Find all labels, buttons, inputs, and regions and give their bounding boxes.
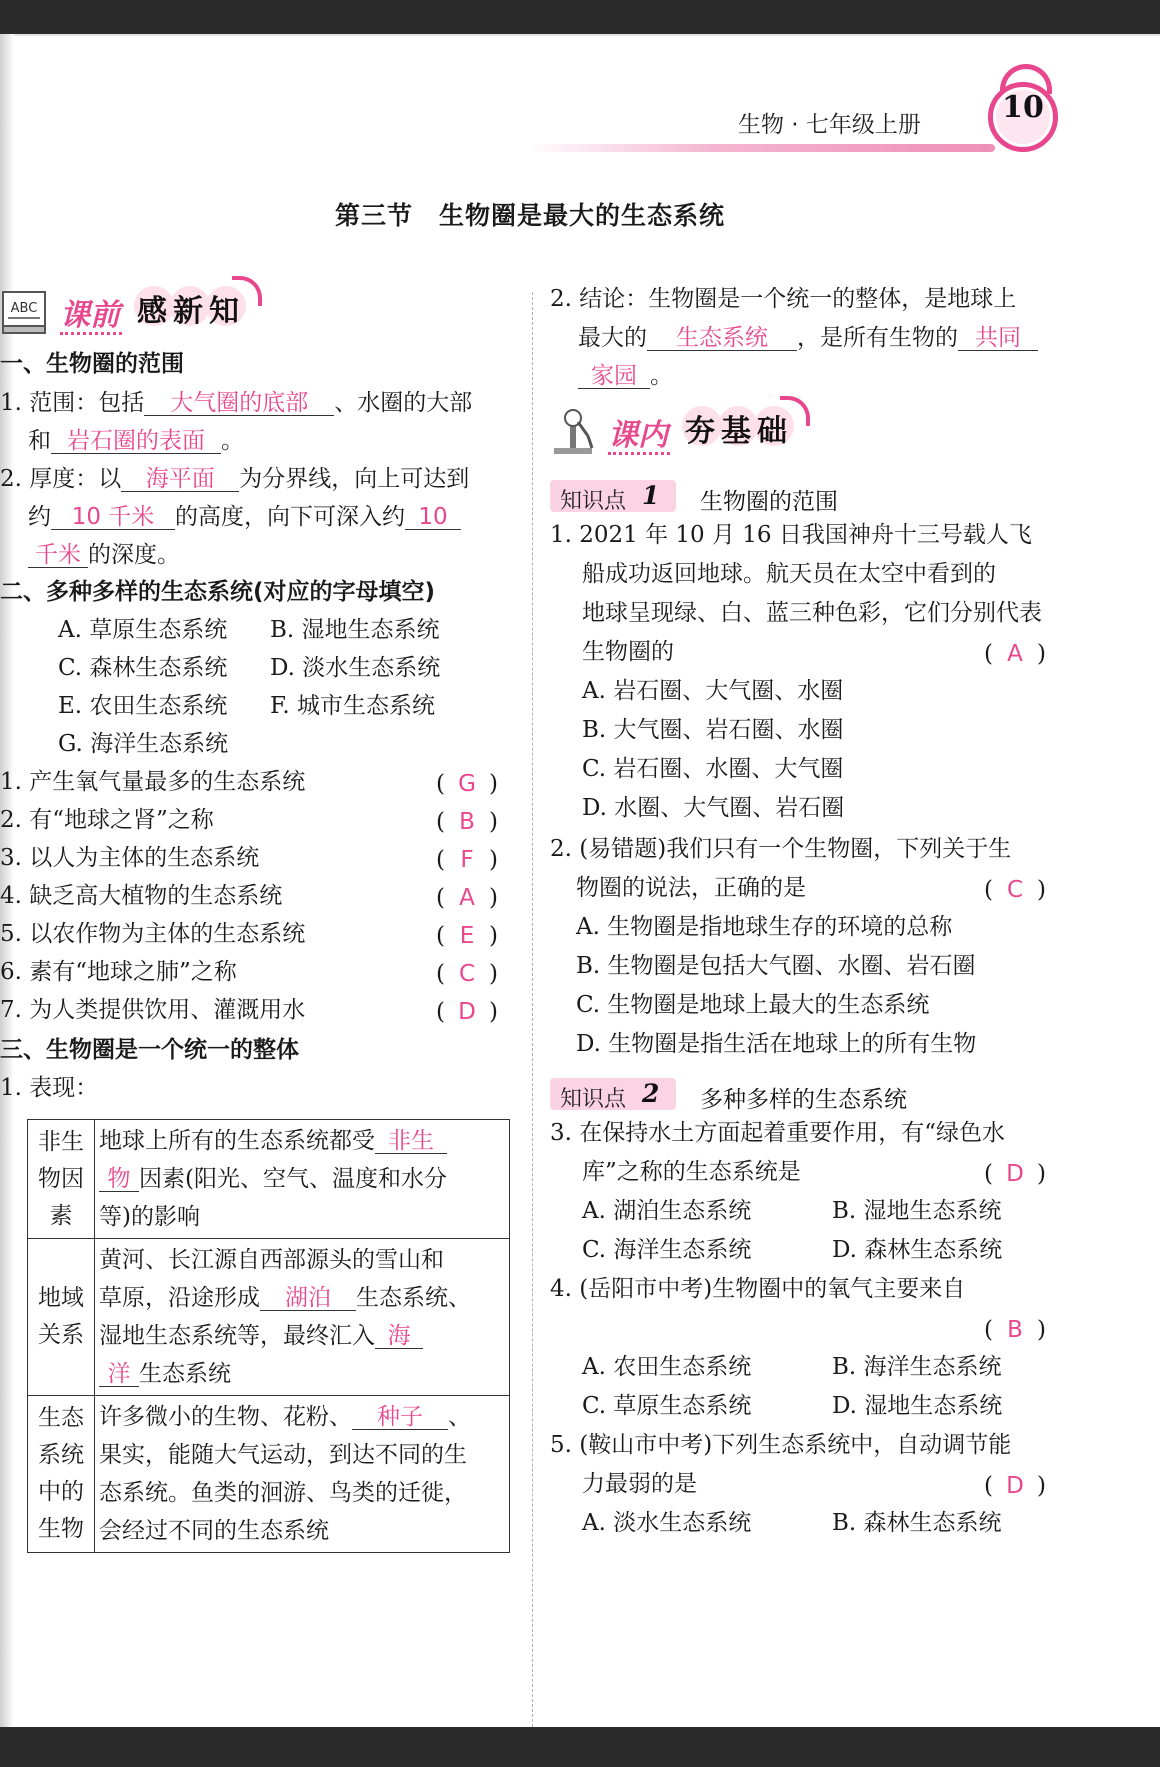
answer-blank: 种子 (352, 1405, 448, 1430)
answer-letter: C (458, 961, 476, 987)
banner-pre-word1: 课前 (60, 298, 120, 333)
q2-option-b: B. 生物圈是包括大气圈、水圈、岩石圈 (576, 953, 976, 979)
q5-line-2: 力最弱的是 (582, 1471, 697, 1497)
text (99, 1122, 505, 1160)
text: 生态 (38, 1405, 84, 1431)
svg-text:ABC: ABC (10, 301, 38, 316)
text (99, 1160, 505, 1198)
q2-option-a: A. 生物圈是指地球生存的环境的总称 (576, 914, 953, 940)
text: 系统 (38, 1442, 84, 1468)
question-item: 4. 缺乏高大植物的生态系统 (0, 883, 283, 909)
header-ribbon (525, 144, 995, 152)
option-e: E. 农田生态系统 (58, 693, 228, 719)
table-row (28, 1120, 510, 1239)
text: 地域 (38, 1285, 84, 1311)
text: 。 (650, 363, 673, 389)
option-c: C. 森林生态系统 (58, 655, 228, 681)
q4-option-b: B. 海洋生态系统 (832, 1354, 1002, 1380)
answer-blank: 非生 (375, 1129, 447, 1154)
row-header-region (28, 1239, 95, 1396)
answer-letter: D (1006, 1161, 1024, 1187)
text: 会经过不同的生态系统 (99, 1518, 329, 1544)
banner-in-dots (608, 452, 670, 459)
text: 的深度。 (88, 542, 180, 568)
option-b: B. 湿地生态系统 (270, 617, 440, 643)
question-item: 6. 素有“地球之肺”之称 (0, 959, 237, 985)
table-row (28, 1239, 510, 1396)
text: 素 (49, 1202, 73, 1229)
heading-ecosystems: 二、多种多样的生态系统(对应的字母填空) (0, 579, 436, 605)
kp-title: 生物圈的范围 (700, 489, 838, 515)
q4-option-d: D. 湿地生态系统 (832, 1393, 1003, 1419)
banner-swoosh (780, 396, 810, 426)
section-title: 第三节 生物圈是最大的生态系统 (334, 201, 725, 230)
question-item: 1. 产生氧气量最多的生态系统 (0, 769, 306, 795)
answer-letter: D (1006, 1473, 1024, 1499)
q4-option-c: C. 草原生态系统 (582, 1393, 752, 1419)
answer-paren: ( D ) (984, 1473, 1046, 1499)
text: 许多微小的生物、花粉、 (99, 1404, 352, 1430)
answer-paren: ( B ) (984, 1317, 1046, 1343)
text (99, 1398, 505, 1436)
text: 、水圈的大部 (334, 390, 473, 416)
text: 。 (221, 428, 244, 454)
q5-option-a: A. 淡水生态系统 (582, 1510, 752, 1536)
q1-line-4: 生物圈的 (582, 639, 674, 665)
q1-line-3: 地球呈现绿、白、蓝三种色彩，它们分别代表 (582, 600, 1042, 626)
option-f: F. 城市生态系统 (270, 693, 435, 719)
text: 关系 (38, 1322, 84, 1348)
answer-letter: B (1007, 1317, 1023, 1343)
row-content-abiotic (95, 1120, 510, 1239)
range-line-1 (0, 391, 472, 416)
kp-number: 2 (642, 1079, 660, 1108)
answer-blank: 物 (99, 1167, 139, 1192)
text: 果实，能随大气运动，到达不同的生 (99, 1442, 467, 1468)
answer-blank: 海 (375, 1324, 423, 1349)
q1-option-a: A. 岩石圈、大气圈、水圈 (582, 678, 844, 704)
answer-letter: F (460, 847, 474, 873)
conclusion-line-2 (578, 326, 1038, 351)
kp-title: 多种多样的生态系统 (700, 1087, 907, 1113)
text: 生物 (38, 1516, 84, 1542)
q2-line-1: 2. (易错题)我们只有一个生物圈，下列关于生 (550, 836, 1012, 862)
answer-blank: 家园 (578, 364, 650, 389)
row-header-abiotic (28, 1120, 95, 1239)
row-content-organisms (95, 1396, 510, 1553)
q1-line-1: 1. 2021 年 10 月 16 日我国神舟十三号载人飞 (550, 522, 1032, 548)
answer-blank: 生态系统 (647, 326, 797, 351)
q3-option-b: B. 湿地生态系统 (832, 1198, 1002, 1224)
text: 生态系统、 (356, 1285, 471, 1311)
text: 的高度，向下可深入约 (175, 504, 405, 530)
answer-paren: ( A ) (984, 641, 1046, 667)
answer-blank: 大气圈的底部 (144, 391, 334, 416)
q2-option-d: D. 生物圈是指生活在地球上的所有生物 (576, 1031, 977, 1057)
knowledge-point-1 (550, 480, 1030, 515)
answer-blank: 共同 (958, 326, 1038, 351)
performance-label: 1. 表现： (0, 1075, 99, 1101)
text: 和 (28, 428, 51, 454)
answer-letter: B (459, 809, 475, 835)
q3-option-c: C. 海洋生态系统 (582, 1237, 752, 1263)
answer-paren: ( F ) (436, 847, 498, 873)
kp-label: 知识点 (560, 489, 627, 514)
question-item: 5. 以农作物为主体的生态系统 (0, 921, 306, 947)
answer-paren: ( A ) (436, 885, 498, 911)
banner-in-class (548, 404, 828, 460)
page-number: 10 (1002, 90, 1044, 125)
text: 中的 (38, 1479, 84, 1505)
kp-label: 知识点 (560, 1087, 627, 1112)
banner-in-char1: 夯 (685, 414, 715, 449)
answer-paren: ( D ) (436, 999, 498, 1025)
q1-option-d: D. 水圈、大气圈、岩石圈 (582, 795, 845, 821)
answer-letter: D (458, 999, 476, 1025)
answer-paren: ( C ) (436, 961, 498, 987)
text: 生态系统 (139, 1361, 231, 1387)
answer-paren: ( B ) (436, 809, 498, 835)
column-divider (532, 292, 533, 1727)
text: 1. 范围：包括 (0, 390, 145, 416)
option-g: G. 海洋生态系统 (58, 731, 229, 757)
conclusion-line-3 (578, 364, 673, 389)
text: 等)的影响 (99, 1204, 200, 1230)
textbook-page (0, 34, 1160, 1727)
banner-pre-class (0, 284, 260, 340)
range-line-2 (28, 429, 244, 454)
text: 非生 (38, 1128, 84, 1155)
q5-option-b: B. 森林生态系统 (832, 1510, 1002, 1536)
answer-letter: G (458, 771, 476, 797)
thickness-line-1 (0, 467, 469, 492)
q3-option-a: A. 湖泊生态系统 (582, 1198, 752, 1224)
q1-line-2: 船成功返回地球。航天员在太空中看到的 (582, 561, 996, 587)
answer-blank: 千米 (28, 543, 88, 568)
answer-blank: 岩石圈的表面 (51, 429, 221, 454)
text: 草原，沿途形成 (99, 1285, 260, 1311)
answer-paren: ( G ) (436, 771, 498, 797)
banner-pre-char1: 感 (137, 294, 167, 329)
text: 地球上所有的生态系统都受 (99, 1128, 375, 1154)
text: 态系统。鱼类的洄游、鸟类的迁徙， (99, 1480, 467, 1506)
text: 为分界线，向上可达到 (239, 466, 470, 492)
text: 湿地生态系统等，最终汇入 (99, 1323, 375, 1349)
text: 约 (28, 504, 51, 530)
answer-letter: C (1006, 877, 1024, 903)
answer-letter: A (1007, 641, 1023, 667)
answer-blank: 湖泊 (260, 1286, 356, 1311)
option-d: D. 淡水生态系统 (270, 655, 441, 681)
answer-paren: ( E ) (436, 923, 498, 949)
table-row (28, 1396, 510, 1553)
text: 因素(阳光、空气、温度和水分 (139, 1166, 447, 1192)
answer-paren: ( C ) (984, 877, 1046, 903)
biosphere-table (27, 1119, 510, 1553)
answer-paren: ( D ) (984, 1161, 1046, 1187)
q4-line-1: 4. (岳阳市中考)生物圈中的氧气主要来自 (550, 1276, 966, 1302)
row-content-region (95, 1239, 510, 1396)
q3-option-d: D. 森林生态系统 (832, 1237, 1003, 1263)
q3-line-1: 3. 在保持水土方面起着重要作用，有“绿色水 (550, 1120, 1006, 1146)
banner-in-char3: 础 (757, 414, 787, 449)
page-top-edge (0, 34, 1160, 36)
banner-pre-char2: 新 (173, 294, 203, 329)
text: 2. 厚度：以 (0, 466, 122, 492)
banner-pre-dots (60, 332, 122, 339)
answer-blank: 海平面 (121, 467, 239, 492)
text: 黄河、长江源自西部源头的雪山和 (99, 1247, 444, 1273)
answer-blank: 洋 (99, 1362, 139, 1387)
row-header-organisms (28, 1396, 95, 1553)
header-subject: 生物 · 七年级上册 (738, 112, 921, 138)
heading-biosphere-range: 一、生物圈的范围 (0, 351, 184, 377)
thickness-line-2 (28, 505, 461, 530)
q5-line-1: 5. (鞍山市中考)下列生态系统中，自动调节能 (550, 1432, 1012, 1458)
banner-swoosh (232, 276, 262, 306)
text (99, 1355, 505, 1393)
conclusion-line-1: 2. 结论：生物圈是一个统一的整体，是地球上 (550, 286, 1017, 312)
microscope-icon (548, 408, 598, 456)
text: 、 (448, 1404, 471, 1430)
text: 最大的 (578, 325, 647, 351)
question-item: 3. 以人为主体的生态系统 (0, 845, 260, 871)
question-item: 7. 为人类提供饮用、灌溉用水 (0, 997, 306, 1023)
text (99, 1279, 505, 1317)
abc-book-icon (0, 288, 50, 336)
kp-number: 1 (642, 481, 660, 510)
q4-option-a: A. 农田生态系统 (582, 1354, 752, 1380)
text: ，是所有生物的 (797, 325, 958, 351)
question-item: 2. 有“地球之肾”之称 (0, 807, 214, 833)
banner-in-word1: 课内 (608, 418, 668, 453)
q2-line-2: 物圈的说法，正确的是 (576, 875, 806, 901)
banner-in-char2: 基 (721, 414, 751, 449)
heading-unified-whole: 三、生物圈是一个统一的整体 (0, 1037, 299, 1063)
answer-letter: E (459, 923, 475, 949)
q2-option-c: C. 生物圈是地球上最大的生态系统 (576, 992, 930, 1018)
q1-option-c: C. 岩石圈、水圈、大气圈 (582, 756, 844, 782)
answer-blank: 10 千米 (51, 505, 175, 530)
q3-line-2: 库”之称的生态系统是 (582, 1159, 801, 1185)
answer-letter: A (459, 885, 475, 911)
text (99, 1317, 505, 1355)
answer-blank: 10 (405, 505, 461, 530)
banner-pre-char3: 知 (209, 294, 239, 329)
option-a: A. 草原生态系统 (58, 617, 228, 643)
q1-option-b: B. 大气圈、岩石圈、水圈 (582, 717, 844, 743)
thickness-line-3 (28, 543, 180, 568)
knowledge-point-2 (550, 1078, 1030, 1113)
text: 物因 (38, 1165, 84, 1192)
